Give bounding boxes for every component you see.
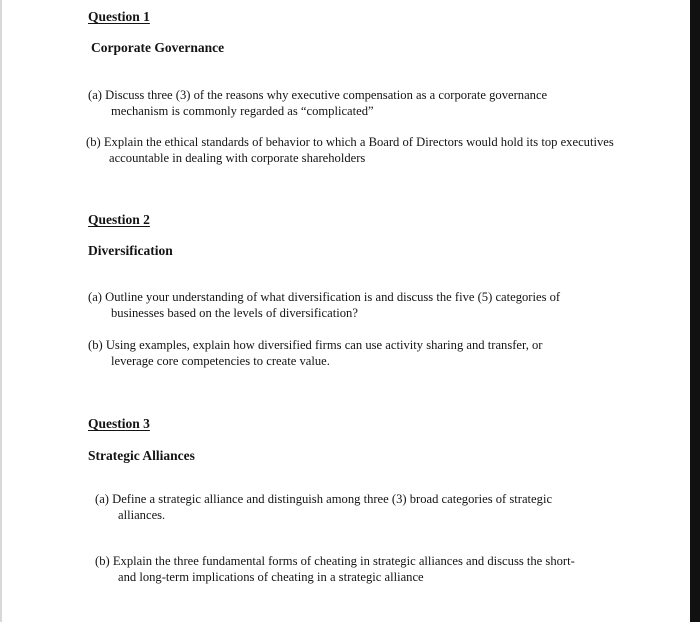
page-left-edge	[0, 0, 2, 622]
question-3-heading: Question 3	[88, 416, 150, 431]
question-3-part-a-line-1: (a) Define a strategic alliance and distinguish among three (3) broad categories of strategic	[95, 492, 553, 506]
question-3-part-b-line-1: (b) Explain the three fundamental forms of cheating in strategic alliances and discuss the short-	[95, 554, 575, 568]
question-1-part-b-line-1: (b) Explain the ethical standards of behavior to which a Board of Directors would hold its top executives	[86, 135, 614, 149]
question-1-part-a	[88, 87, 547, 119]
question-2-part-a-line-1: (a) Outline your understanding of what diversification is and discuss the five (5) categories of	[88, 290, 561, 304]
question-2-part-a	[88, 289, 560, 321]
question-3-part-a	[95, 491, 552, 523]
question-3-part-b-line-2: and long-term implications of cheating in a strategic alliance	[118, 570, 424, 584]
question-2-heading: Question 2	[88, 212, 150, 227]
question-1-heading: Question 1	[88, 9, 150, 24]
page-right-edge	[690, 0, 700, 622]
question-1-topic: Corporate Governance	[91, 40, 225, 55]
question-1-part-a-line-1: (a) Discuss three (3) of the reasons why executive compensation as a corporate governance	[88, 88, 548, 102]
question-3-part-a-line-2: alliances.	[118, 508, 166, 522]
question-1-part-b	[86, 134, 614, 166]
question-1-part-a-line-2: mechanism is commonly regarded as “complicated”	[111, 104, 374, 118]
question-2-part-b-line-2: leverage core competencies to create value.	[111, 354, 330, 368]
question-2-part-a-line-2: businesses based on the levels of diversification?	[111, 306, 358, 320]
question-2-part-b-line-1: (b) Using examples, explain how diversified firms can use activity sharing and transfer, or	[88, 338, 543, 352]
question-2-topic: Diversification	[88, 243, 173, 258]
question-1-part-b-line-2: accountable in dealing with corporate shareholders	[109, 151, 366, 165]
question-2-part-b	[88, 337, 543, 369]
question-3-topic: Strategic Alliances	[88, 448, 195, 463]
question-3-part-b	[95, 553, 575, 585]
